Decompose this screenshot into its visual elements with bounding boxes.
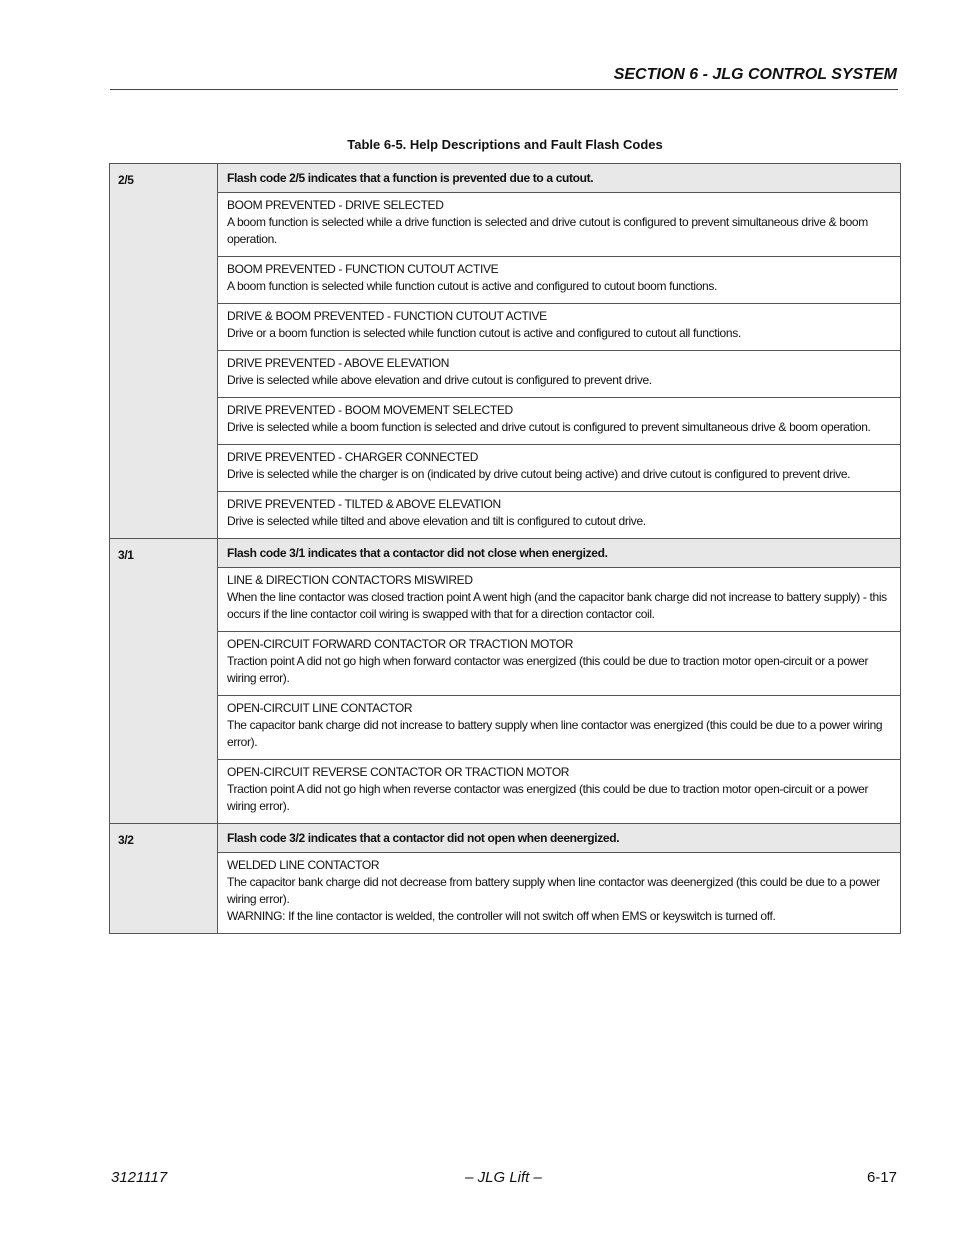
fault-description-cell <box>218 351 901 398</box>
fault-description-cell <box>218 760 901 824</box>
flash-code-summary-row <box>110 164 901 193</box>
fault-code-table <box>109 163 901 934</box>
fault-description-text: Traction point A did not go high when forward contactor was energized (this could be due to traction motor open-circuit or a power wiring error). <box>227 654 869 685</box>
fault-description-text: The capacitor bank charge did not decrease from battery supply when line contactor was deenergized (this could be due to a power wiring error). <box>227 875 880 906</box>
fault-description-text: Traction point A did not go high when reverse contactor was energized (this could be due to traction motor open-circuit or a power wiring error). <box>227 782 869 813</box>
flash-code-summary: Flash code 2/5 indicates that a function is prevented due to a cutout. <box>218 164 901 193</box>
fault-description-text: A boom function is selected while function cutout is active and configured to cutout boom functions. <box>227 279 717 293</box>
fault-title: OPEN-CIRCUIT REVERSE CONTACTOR OR TRACTION MOTOR <box>227 765 570 779</box>
fault-description-text: Drive or a boom function is selected while function cutout is active and configured to cutout all functions. <box>227 326 741 340</box>
fault-title: DRIVE PREVENTED - BOOM MOVEMENT SELECTED <box>227 403 513 417</box>
fault-description-cell <box>218 568 901 632</box>
fault-description-row <box>110 760 901 824</box>
flash-code-cell: 3/1 <box>110 539 218 824</box>
fault-title: BOOM PREVENTED - DRIVE SELECTED <box>227 198 444 212</box>
fault-title: OPEN-CIRCUIT FORWARD CONTACTOR OR TRACTION MOTOR <box>227 637 574 651</box>
fault-description-text: Drive is selected while the charger is on (indicated by drive cutout being active) and drive cutout is configured to prevent drive. <box>227 467 851 481</box>
fault-description-text: Drive is selected while a boom function is selected and drive cutout is configured to prevent simultaneous drive & boom operation. <box>227 420 871 434</box>
fault-description-row <box>110 492 901 539</box>
footer-doc-number: 3121117 <box>111 1169 168 1186</box>
fault-description-cell <box>218 853 901 934</box>
fault-description-row <box>110 445 901 492</box>
fault-title: LINE & DIRECTION CONTACTORS MISWIRED <box>227 573 473 587</box>
fault-description-text: WARNING: If the line contactor is welded, the controller will not switch off when EMS or keyswitch is turned off. <box>227 909 776 923</box>
fault-description-text: A boom function is selected while a drive function is selected and drive cutout is configured to prevent simultaneous drive & boom operation. <box>227 215 868 246</box>
fault-description-row <box>110 398 901 445</box>
fault-title: DRIVE PREVENTED - CHARGER CONNECTED <box>227 450 479 464</box>
fault-title: WELDED LINE CONTACTOR <box>227 858 380 872</box>
fault-description-row <box>110 193 901 257</box>
flash-code-summary: Flash code 3/2 indicates that a contactor did not open when deenergized. <box>218 824 901 853</box>
fault-title: OPEN-CIRCUIT LINE CONTACTOR <box>227 701 413 715</box>
fault-description-text: The capacitor bank charge did not increase to battery supply when line contactor was energized (this could be due to a power wiring error). <box>227 718 883 749</box>
fault-description-cell <box>218 492 901 539</box>
fault-description-text: Drive is selected while tilted and above elevation and tilt is configured to cutout drive. <box>227 514 646 528</box>
fault-description-cell <box>218 632 901 696</box>
fault-title: DRIVE & BOOM PREVENTED - FUNCTION CUTOUT ACTIVE <box>227 309 547 323</box>
fault-description-row <box>110 351 901 398</box>
fault-description-cell <box>218 445 901 492</box>
fault-title: BOOM PREVENTED - FUNCTION CUTOUT ACTIVE <box>227 262 499 276</box>
fault-description-row <box>110 568 901 632</box>
section-header: SECTION 6 - JLG CONTROL SYSTEM <box>613 66 897 83</box>
fault-description-cell <box>218 398 901 445</box>
fault-description-row <box>110 853 901 934</box>
footer-page-number: 6-17 <box>866 1169 897 1186</box>
header-rule <box>110 89 898 90</box>
fault-description-cell <box>218 696 901 760</box>
fault-code-table-body <box>110 164 901 934</box>
fault-description-cell <box>218 304 901 351</box>
flash-code-summary-row <box>110 539 901 568</box>
fault-title: DRIVE PREVENTED - ABOVE ELEVATION <box>227 356 450 370</box>
flash-code-cell: 3/2 <box>110 824 218 934</box>
fault-description-text: Drive is selected while above elevation and drive cutout is configured to prevent drive. <box>227 373 652 387</box>
fault-description-text: When the line contactor was closed traction point A went high (and the capacitor bank charge did not increase to battery supply) - this occurs if the line contactor coil wiring is swapped with that for a direction contactor coil. <box>227 590 887 621</box>
flash-code-cell: 2/5 <box>110 164 218 539</box>
fault-description-cell <box>218 193 901 257</box>
flash-code-summary-row <box>110 824 901 853</box>
table-title: Table 6-5. Help Descriptions and Fault Flash Codes <box>347 137 663 152</box>
fault-description-row <box>110 632 901 696</box>
footer-publisher: – JLG Lift – <box>465 1169 542 1186</box>
fault-description-row <box>110 304 901 351</box>
fault-description-cell <box>218 257 901 304</box>
fault-description-row <box>110 696 901 760</box>
flash-code-summary: Flash code 3/1 indicates that a contactor did not close when energized. <box>218 539 901 568</box>
fault-title: DRIVE PREVENTED - TILTED & ABOVE ELEVATION <box>227 497 501 511</box>
fault-description-row <box>110 257 901 304</box>
